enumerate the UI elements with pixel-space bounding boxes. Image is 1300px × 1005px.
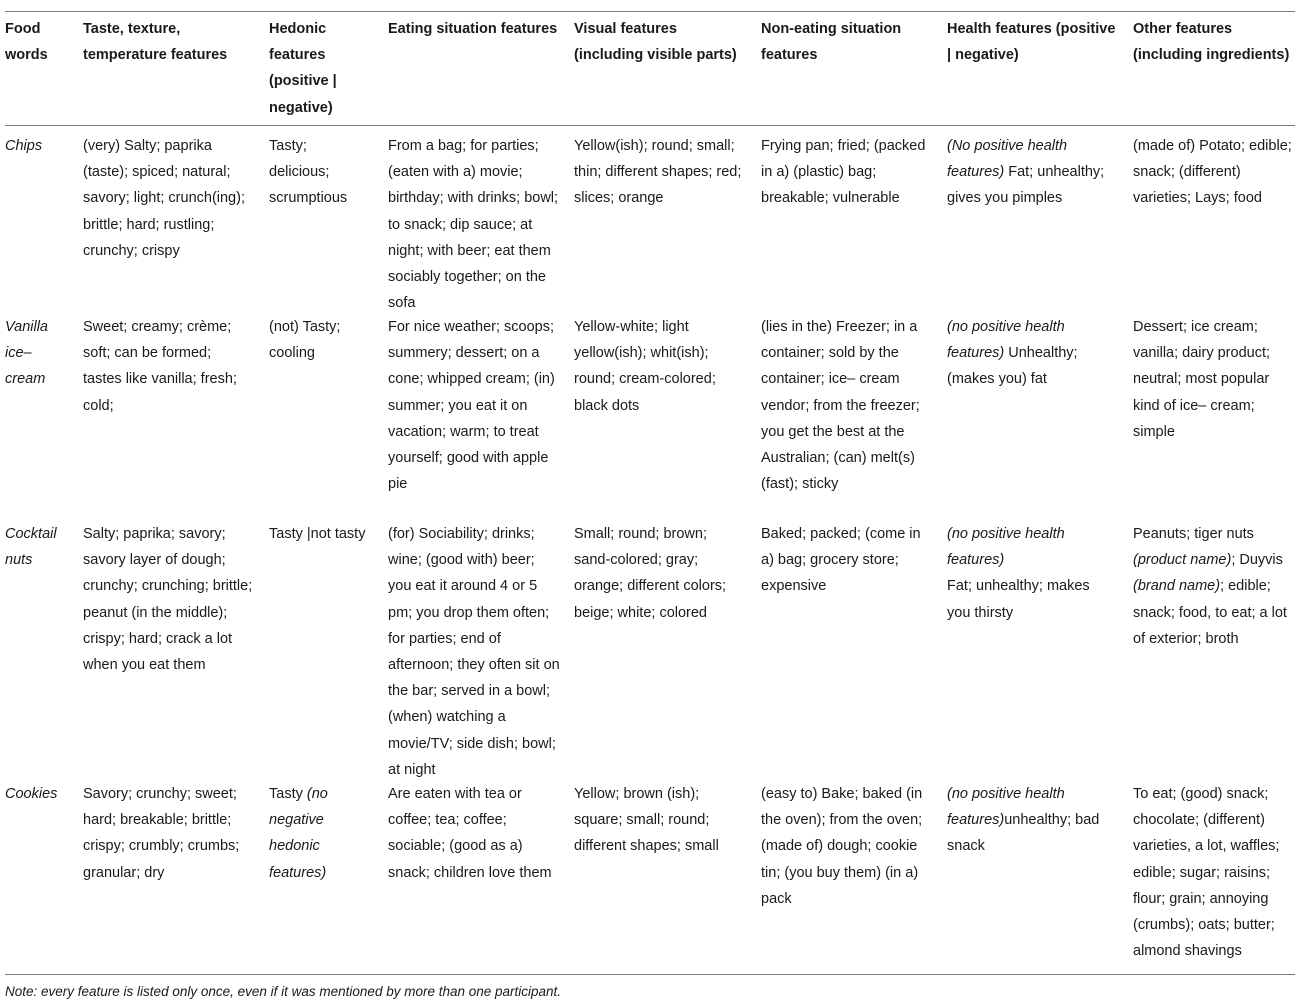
header-taste: Taste, texture, temperature features [83, 21, 228, 64]
health-negative-text: unhealthy; bad snack [947, 812, 1100, 855]
visual-cell: Small; round; brown; sand-colored; gray; orange; different colors; beige; white; colored [574, 526, 727, 621]
table-note: Note: every feature is listed only once, even if it was mentioned by more than one participant. [5, 984, 562, 999]
taste-cell: Salty; paprika; savory; savory layer of dough; crunchy; crunching; brittle; peanut (in the middle); crispy; hard; crack a lot when you eat them [83, 526, 253, 674]
header-eating: Eating situation features [388, 21, 558, 37]
food-word: Cookies [5, 786, 58, 802]
other-text: ; edible; snack; food, to eat; a lot of exterior; broth [1133, 578, 1287, 647]
health-cell [947, 521, 1107, 626]
other-text: ; Duyvis [1231, 552, 1283, 569]
noneating-cell: (lies in the) Freezer; in a container; sold by the container; ice– cream vendor; from the freezer; you get the best at the Australian; (can) melt(s) (fast); sticky [761, 319, 920, 493]
brand-name-note: (brand name) [1133, 578, 1221, 595]
top-rule [5, 11, 1295, 12]
other-cell: Dessert; ice cream; vanilla; dairy product; neutral; most popular kind of ice– cream; simple [1133, 319, 1271, 440]
health-cell [947, 781, 1119, 860]
hedonic-cell: (not) Tasty; cooling [269, 319, 341, 362]
header-other: Other features (including ingredients) [1133, 21, 1290, 64]
visual-cell: Yellow-white; light yellow(ish); whit(ish); round; cream-colored; black dots [574, 319, 716, 414]
eating-cell: (for) Sociability; drinks; wine; (good with) beer; you eat it around 4 or 5 pm; you drop them often; for parties; end of afternoon; they often sit on the bar; served in a bowl; (when) watching a movie/TV; side dish; bowl; at night [388, 526, 560, 778]
food-word: Cocktail nuts [5, 526, 57, 569]
health-positive-text: (No positive health features) [947, 138, 1068, 181]
hedonic-negative-text: (no negative hedonic features) [269, 786, 328, 881]
product-name-note: (product name) [1133, 552, 1232, 569]
hedonic-cell [269, 781, 364, 886]
other-cell: To eat; (good) snack; chocolate; (different) varieties, a lot, waffles; edible; sugar; raisins; flour; grain; annoying (crumbs); oats; butter; almond shavings [1133, 786, 1280, 960]
eating-cell: Are eaten with tea or coffee; tea; coffee; sociable; (good as a) snack; children love them [388, 786, 552, 881]
health-negative-text: Fat; unhealthy; makes you thirsty [947, 578, 1090, 621]
health-positive-text: (no positive health features) [947, 319, 1065, 362]
health-positive-text: (no positive health features) [947, 786, 1065, 829]
taste-cell: (very) Salty; paprika (taste); spiced; natural; savory; light; crunch(ing); brittle; hard; rustling; crunchy; crispy [83, 138, 245, 259]
header-food-words: Food words [5, 21, 48, 64]
taste-cell: Sweet; creamy; crème; soft; can be formed; tastes like vanilla; fresh; cold; [83, 319, 237, 414]
header-hedonic: Hedonic features (positive | negative) [269, 21, 337, 116]
eating-cell: From a bag; for parties; (eaten with a) movie; birthday; with drinks; bowl; to snack; dip sauce; at night; with beer; eat them sociably together; on the sofa [388, 138, 559, 312]
health-negative-text: Unhealthy; (makes you) fat [947, 345, 1078, 388]
header-rule [5, 125, 1295, 126]
hedonic-cell: Tasty; delicious; scrumptious [269, 138, 348, 207]
food-word: Vanilla ice– cream [5, 319, 48, 388]
health-cell [947, 133, 1119, 212]
header-health: Health features (positive | negative) [947, 21, 1116, 64]
noneating-cell: (easy to) Bake; baked (in the oven); from the oven; (made of) dough; cookie tin; (you buy them) (in a) pack [761, 786, 923, 907]
noneating-cell: Baked; packed; (come in a) bag; grocery store; expensive [761, 526, 921, 595]
eating-cell: For nice weather; scoops; summery; dessert; on a cone; whipped cream; (in) summer; you eat it on vacation; warm; to treat yourself; good with apple pie [388, 319, 555, 493]
other-text: Peanuts; tiger nuts [1133, 526, 1254, 542]
header-visual: Visual features (including visible parts) [574, 21, 737, 64]
food-word: Chips [5, 138, 43, 154]
hedonic-cell: Tasty |not tasty [269, 526, 366, 542]
noneating-cell: Frying pan; fried; (packed in a) (plastic) bag; breakable; vulnerable [761, 138, 926, 207]
visual-cell: Yellow; brown (ish); square; small; round; different shapes; small [574, 786, 719, 855]
visual-cell: Yellow(ish); round; small; thin; different shapes; red; slices; orange [574, 138, 742, 207]
other-cell: (made of) Potato; edible; snack; (different) varieties; Lays; food [1133, 138, 1292, 207]
health-positive-text: (no positive health features) [947, 526, 1065, 569]
hedonic-positive-text: Tasty [269, 786, 307, 802]
taste-cell: Savory; crunchy; sweet; hard; breakable; brittle; crispy; crumbly; crumbs; granular; dry [83, 786, 240, 881]
health-cell [947, 314, 1107, 393]
header-noneating: Non-eating situation features [761, 21, 902, 64]
other-cell [1133, 521, 1298, 652]
health-negative-text: Fat; unhealthy; gives you pimples [947, 164, 1105, 207]
bottom-rule [5, 974, 1295, 975]
